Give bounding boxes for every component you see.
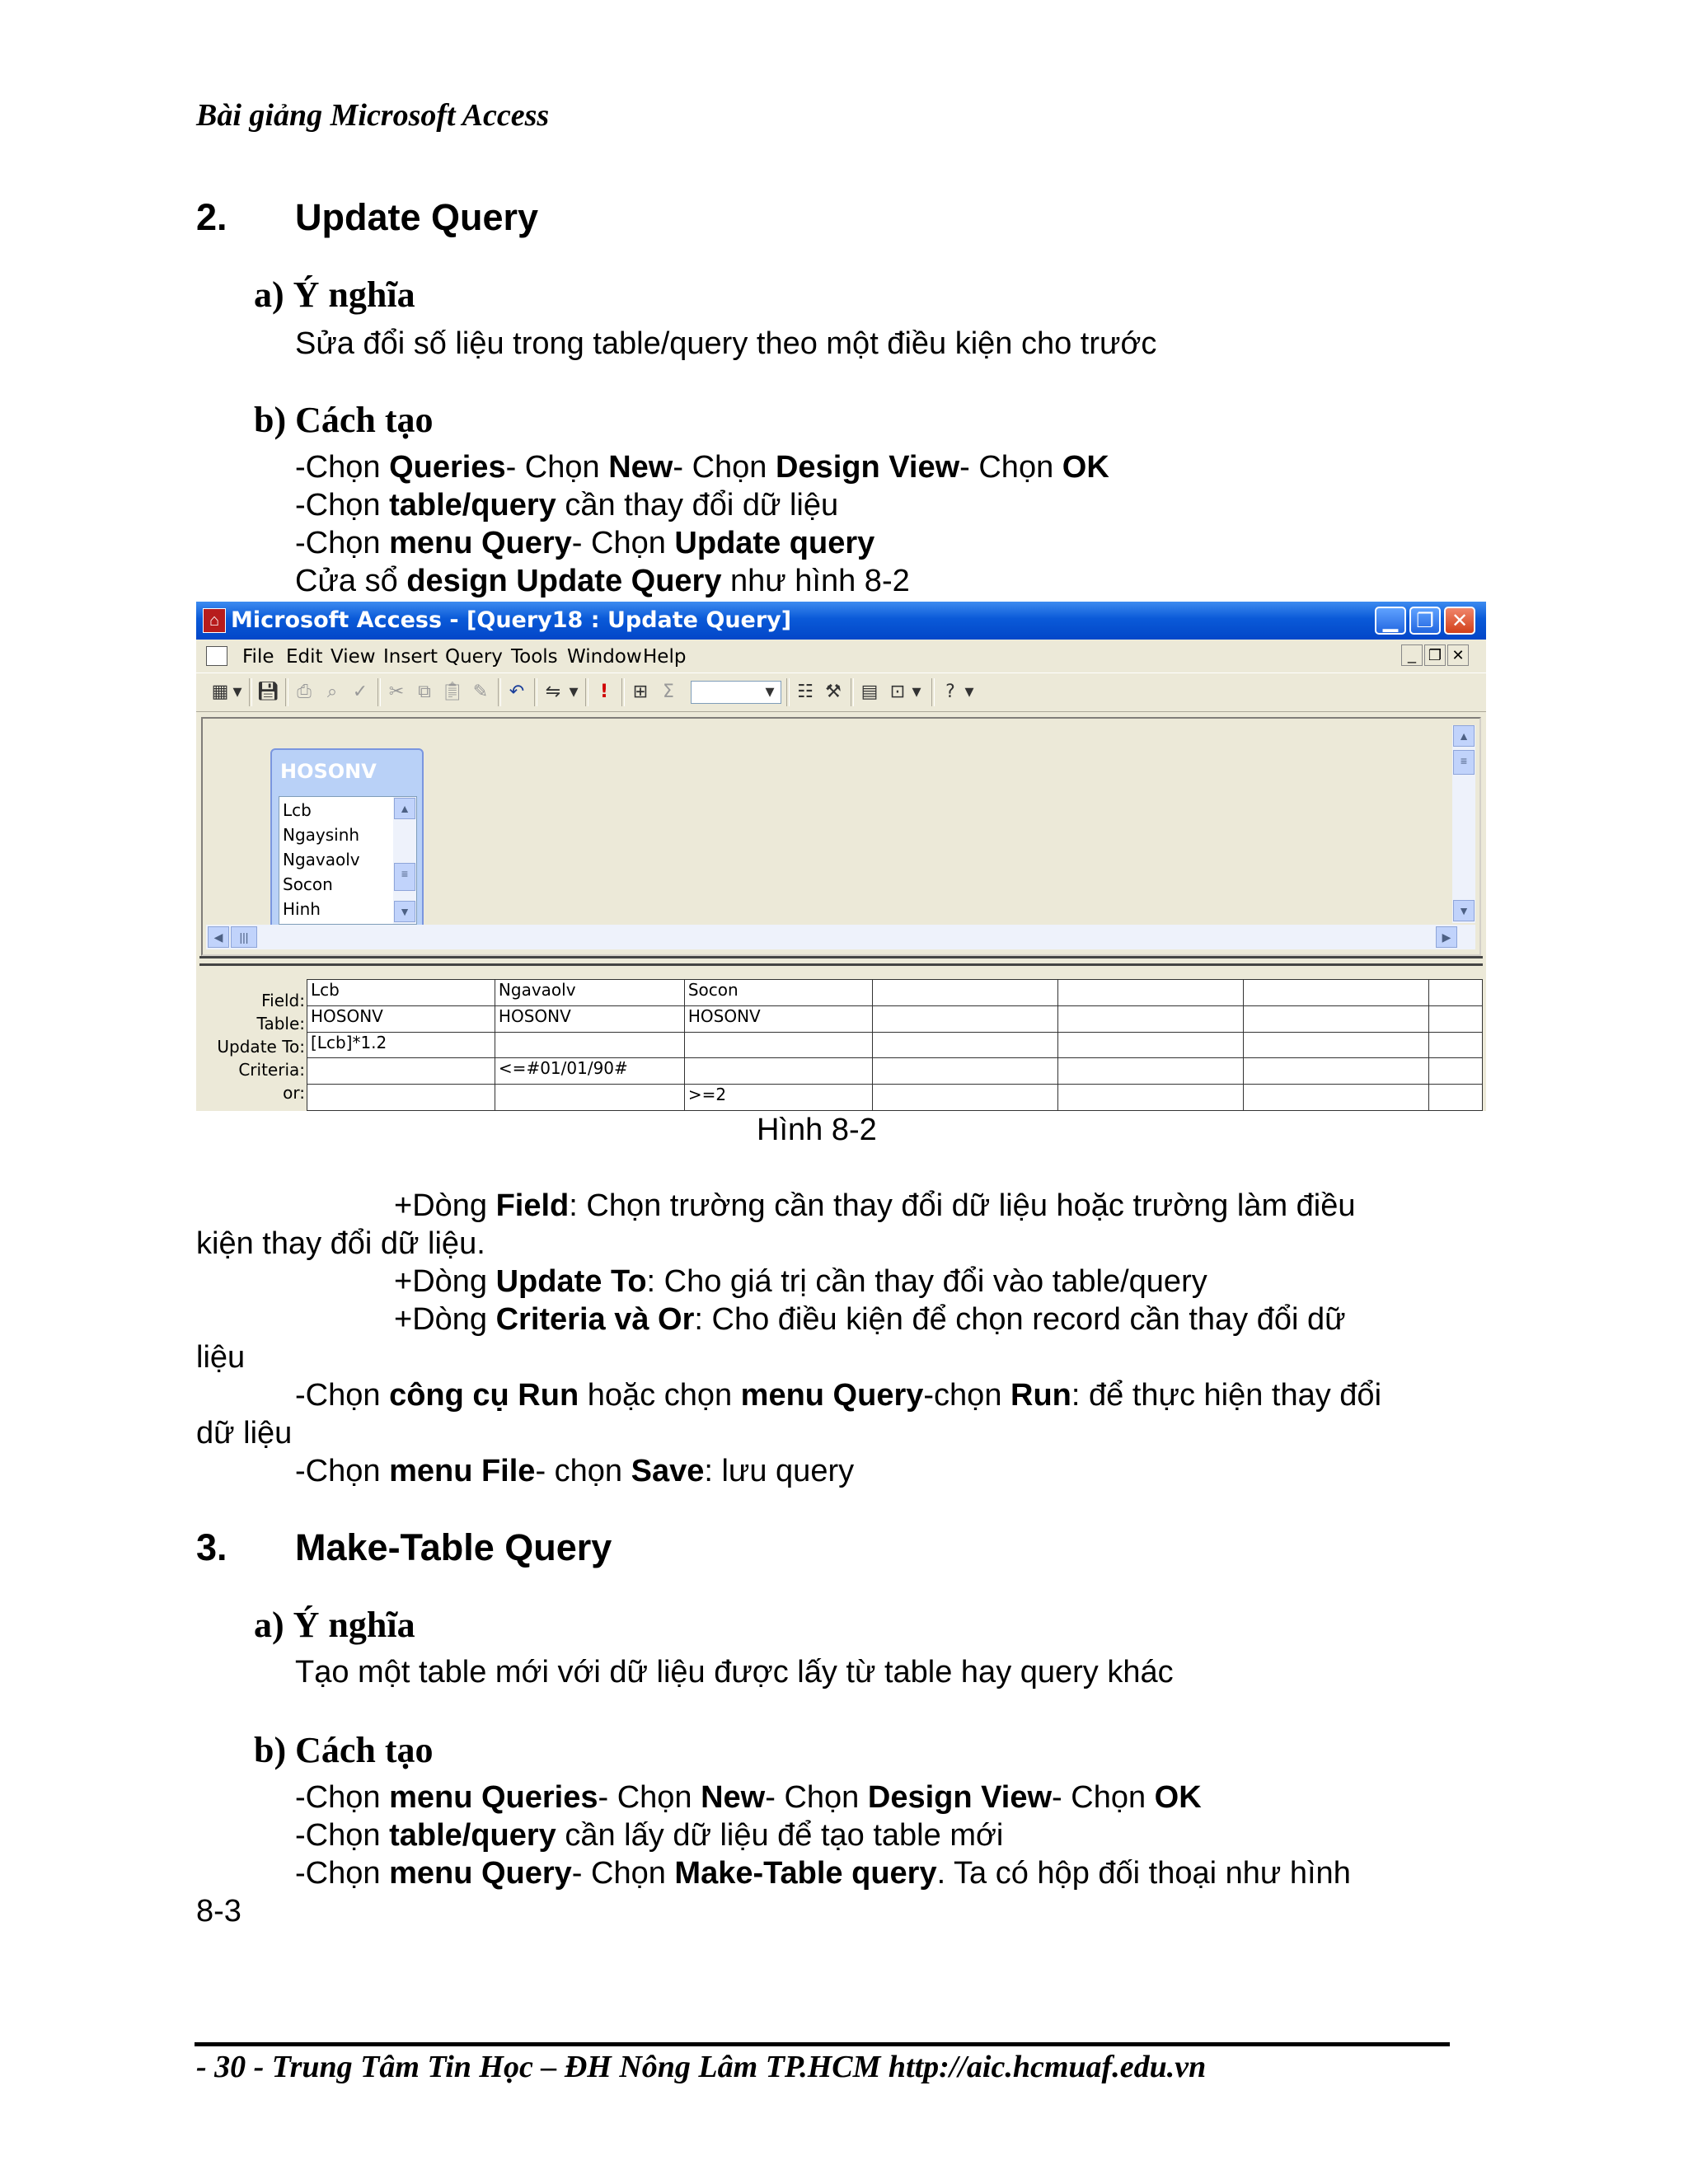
- row-label-field: Field:: [261, 991, 305, 1010]
- title-bar: [196, 602, 1486, 640]
- grid-row-table: [307, 1005, 1483, 1032]
- grid-cell[interactable]: [1428, 1005, 1482, 1032]
- new-object-icon[interactable]: ⊡: [889, 682, 906, 702]
- table-name: HOSONV: [280, 760, 377, 783]
- totals-icon[interactable]: Σ: [663, 682, 674, 702]
- section-2-step: -Chọn Queries- Chọn New- Chọn Design View- Chọn OK: [295, 450, 1109, 485]
- grid-cell[interactable]: [307, 1058, 495, 1085]
- field-list-scrollbar[interactable]: [393, 797, 416, 924]
- scroll-thumb[interactable]: ≡: [394, 863, 415, 891]
- section-3-title: Make-Table Query: [295, 1526, 612, 1568]
- field-list: [279, 796, 417, 925]
- help-dropdown-icon[interactable]: ▾: [964, 682, 974, 702]
- grid-row-or: [307, 1085, 1483, 1111]
- explanation-line: dữ liệu: [196, 1416, 293, 1451]
- section-2-step: Cửa sổ design Update Query như hình 8-2: [295, 564, 910, 598]
- grid-cell[interactable]: [1428, 1032, 1482, 1058]
- section-3-step: -Chọn menu Queries- Chọn New- Chọn Design View- Chọn OK: [295, 1780, 1202, 1815]
- grid-cell[interactable]: [872, 1058, 1057, 1085]
- explanation-line: -Chọn công cụ Run hoặc chọn menu Query-chọn Run: để thực hiện thay đổi: [295, 1378, 1382, 1413]
- grid-cell[interactable]: [684, 1032, 872, 1058]
- table-field-list[interactable]: [270, 748, 424, 933]
- row-label-table: Table:: [256, 1014, 305, 1033]
- scroll-down-icon[interactable]: ▼: [1453, 900, 1475, 921]
- view-dropdown-icon[interactable]: ▾: [232, 682, 242, 702]
- help-icon[interactable]: ?: [945, 682, 955, 702]
- scroll-left-icon[interactable]: ◀: [208, 926, 229, 948]
- grid-cell[interactable]: [1243, 1005, 1428, 1032]
- toolbar: [196, 673, 1486, 712]
- grid-cell[interactable]: [872, 1005, 1057, 1032]
- menu-help[interactable]: Help: [643, 646, 687, 668]
- access-window: [196, 602, 1486, 1111]
- grid-cell[interactable]: [Lcb]*1.2: [307, 1032, 495, 1058]
- scroll-down-icon[interactable]: ▼: [394, 901, 415, 922]
- footer-rule: [195, 2042, 1450, 2046]
- page-header: Bài giảng Microsoft Access: [196, 98, 550, 133]
- scroll-thumb[interactable]: ≡: [1453, 750, 1475, 775]
- grid-cell[interactable]: [1428, 1058, 1482, 1085]
- grid-cell[interactable]: Ngavaolv: [495, 980, 684, 1006]
- grid-cell[interactable]: >=2: [684, 1085, 872, 1111]
- menu-bar: [196, 640, 1486, 673]
- section-3-step: -Chọn table/query cần lấy dữ liệu để tạo table mới: [295, 1818, 1004, 1853]
- copy-icon[interactable]: ⧉: [418, 682, 431, 702]
- restore-button[interactable]: ❐: [1409, 607, 1441, 635]
- table-pane: [201, 717, 1481, 956]
- scroll-thumb[interactable]: |||: [231, 926, 257, 948]
- query-type-dropdown-icon[interactable]: ▾: [569, 682, 579, 702]
- top-values-dropdown-icon[interactable]: ▾: [765, 682, 775, 702]
- field-item[interactable]: Ngavaolv: [283, 850, 360, 869]
- grid-cell[interactable]: [307, 1085, 495, 1111]
- grid-cell[interactable]: [1057, 1005, 1243, 1032]
- menu-insert[interactable]: Insert: [383, 646, 438, 668]
- mdi-restore-button[interactable]: ❐: [1424, 644, 1446, 666]
- grid-cell[interactable]: [1057, 1058, 1243, 1085]
- section-3-step: -Chọn menu Query- Chọn Make-Table query. Ta có hộp đối thoại như hình: [295, 1856, 1351, 1891]
- section-2-howto-heading: b) Cách tạo: [254, 400, 434, 440]
- query-type-icon[interactable]: ⇋: [545, 682, 561, 702]
- pane-horizontal-scrollbar[interactable]: [206, 925, 1475, 949]
- pane-vertical-scrollbar[interactable]: [1452, 725, 1475, 923]
- explanation-line: +Dòng Update To: Cho giá trị cần thay đổi vào table/query: [394, 1264, 1207, 1299]
- grid-cell[interactable]: [1428, 980, 1482, 1006]
- spelling-icon[interactable]: ✓: [352, 682, 368, 702]
- access-app-icon: ⌂: [203, 608, 226, 633]
- explanation-line: -Chọn menu File- chọn Save: lưu query: [295, 1454, 855, 1488]
- grid-cell[interactable]: [1057, 1085, 1243, 1111]
- page-footer: - 30 - Trung Tâm Tin Học – ĐH Nông Lâm TP.HCM http://aic.hcmuaf.edu.vn: [196, 2050, 1207, 2084]
- section-3-meaning-heading: a) Ý nghĩa: [254, 1605, 415, 1645]
- grid-cell[interactable]: HOSONV: [684, 1005, 872, 1032]
- section-2-step: -Chọn table/query cần thay đổi dữ liệu: [295, 488, 839, 523]
- field-item[interactable]: Socon: [283, 874, 333, 894]
- mdi-close-button[interactable]: ✕: [1447, 644, 1469, 666]
- grid-cell[interactable]: [872, 1032, 1057, 1058]
- section-2-step: -Chọn menu Query- Chọn Update query: [295, 526, 875, 560]
- explanation-line: +Dòng Field: Chọn trường cần thay đổi dữ liệu hoặc trường làm điều: [394, 1188, 1356, 1223]
- grid-row-field: [307, 980, 1483, 1006]
- grid-row-criteria: [307, 1058, 1483, 1085]
- show-table-icon[interactable]: ⊞: [632, 682, 649, 702]
- menu-view[interactable]: View: [331, 646, 376, 668]
- section-2-number: 2.: [196, 196, 227, 238]
- build-icon[interactable]: ⚒: [825, 682, 842, 702]
- grid-cell[interactable]: HOSONV: [307, 1005, 495, 1032]
- grid-cell[interactable]: HOSONV: [495, 1005, 684, 1032]
- grid-cell[interactable]: Socon: [684, 980, 872, 1006]
- grid-cell[interactable]: <=#01/01/90#: [495, 1058, 684, 1085]
- figure-caption: Hình 8-2: [757, 1113, 877, 1147]
- field-item[interactable]: Ngaysinh: [283, 825, 360, 845]
- close-button[interactable]: ✕: [1444, 607, 1475, 635]
- explanation-line: kiện thay đổi dữ liệu.: [196, 1226, 485, 1261]
- grid-cell[interactable]: [1243, 980, 1428, 1006]
- section-3-number: 3.: [196, 1526, 227, 1568]
- menu-tools[interactable]: Tools: [511, 646, 558, 668]
- section-3-howto-heading: b) Cách tạo: [254, 1730, 434, 1770]
- menu-window[interactable]: Window: [567, 646, 642, 668]
- grid-row-update-to: [307, 1032, 1483, 1058]
- section-2-meaning-text: Sửa đổi số liệu trong table/query theo một điều kiện cho trước: [295, 326, 1157, 361]
- grid-cell[interactable]: Lcb: [307, 980, 495, 1006]
- field-item[interactable]: Lcb: [283, 800, 312, 820]
- properties-icon[interactable]: ☷: [797, 682, 814, 702]
- grid-cell[interactable]: [872, 1085, 1057, 1111]
- save-icon[interactable]: 💾︎: [256, 682, 279, 702]
- grid-cell[interactable]: [1243, 1058, 1428, 1085]
- row-label-or: or:: [283, 1083, 305, 1103]
- database-window-icon[interactable]: ▤: [860, 682, 879, 702]
- field-item[interactable]: Hinh: [283, 899, 321, 919]
- print-icon[interactable]: ⎙: [297, 682, 312, 702]
- undo-icon[interactable]: ↶: [509, 682, 525, 702]
- grid-cell[interactable]: [1057, 980, 1243, 1006]
- explanation-line: +Dòng Criteria và Or: Cho điều kiện để chọn record cần thay đổi dữ: [394, 1302, 1346, 1337]
- menu-edit[interactable]: Edit: [286, 646, 323, 668]
- section-3-meaning-text: Tạo một table mới với dữ liệu được lấy từ table hay query khác: [295, 1655, 1174, 1690]
- grid-cell[interactable]: [495, 1085, 684, 1111]
- row-label-criteria: Criteria:: [238, 1060, 305, 1080]
- paste-icon[interactable]: 📋︎: [441, 682, 464, 702]
- grid-cell[interactable]: [1243, 1032, 1428, 1058]
- grid-cell[interactable]: [495, 1032, 684, 1058]
- query-design-grid: [307, 979, 1483, 1111]
- pane-splitter[interactable]: [199, 956, 1483, 966]
- section-2-title: Update Query: [295, 196, 539, 238]
- document-icon[interactable]: [206, 646, 227, 666]
- format-painter-icon[interactable]: ✎: [472, 682, 489, 702]
- minimize-button[interactable]: ▁: [1375, 607, 1406, 635]
- window-title: Microsoft Access - [Query18 : Update Query]: [231, 607, 792, 633]
- grid-cell[interactable]: [1057, 1032, 1243, 1058]
- print-preview-icon[interactable]: ⌕: [326, 682, 338, 702]
- grid-cell[interactable]: [684, 1058, 872, 1085]
- new-object-dropdown-icon[interactable]: ▾: [912, 682, 921, 702]
- mdi-minimize-button[interactable]: _: [1401, 644, 1423, 666]
- section-3-step: 8-3: [196, 1894, 241, 1929]
- scroll-right-icon[interactable]: ▶: [1436, 926, 1457, 948]
- grid-cell[interactable]: [1243, 1085, 1428, 1111]
- explanation-line: liệu: [196, 1340, 246, 1375]
- row-label-update-to: Update To:: [217, 1037, 305, 1057]
- run-icon[interactable]: !: [599, 682, 609, 702]
- section-2-meaning-heading: a) Ý nghĩa: [254, 274, 415, 315]
- menu-file[interactable]: File: [242, 646, 274, 668]
- menu-query[interactable]: Query: [445, 646, 503, 668]
- cut-icon[interactable]: ✂: [388, 682, 405, 702]
- scroll-up-icon[interactable]: ▲: [1453, 725, 1475, 747]
- view-icon[interactable]: ▦: [211, 682, 229, 702]
- scroll-up-icon[interactable]: ▲: [394, 798, 415, 819]
- grid-cell[interactable]: [872, 980, 1057, 1006]
- grid-cell[interactable]: [1428, 1085, 1482, 1111]
